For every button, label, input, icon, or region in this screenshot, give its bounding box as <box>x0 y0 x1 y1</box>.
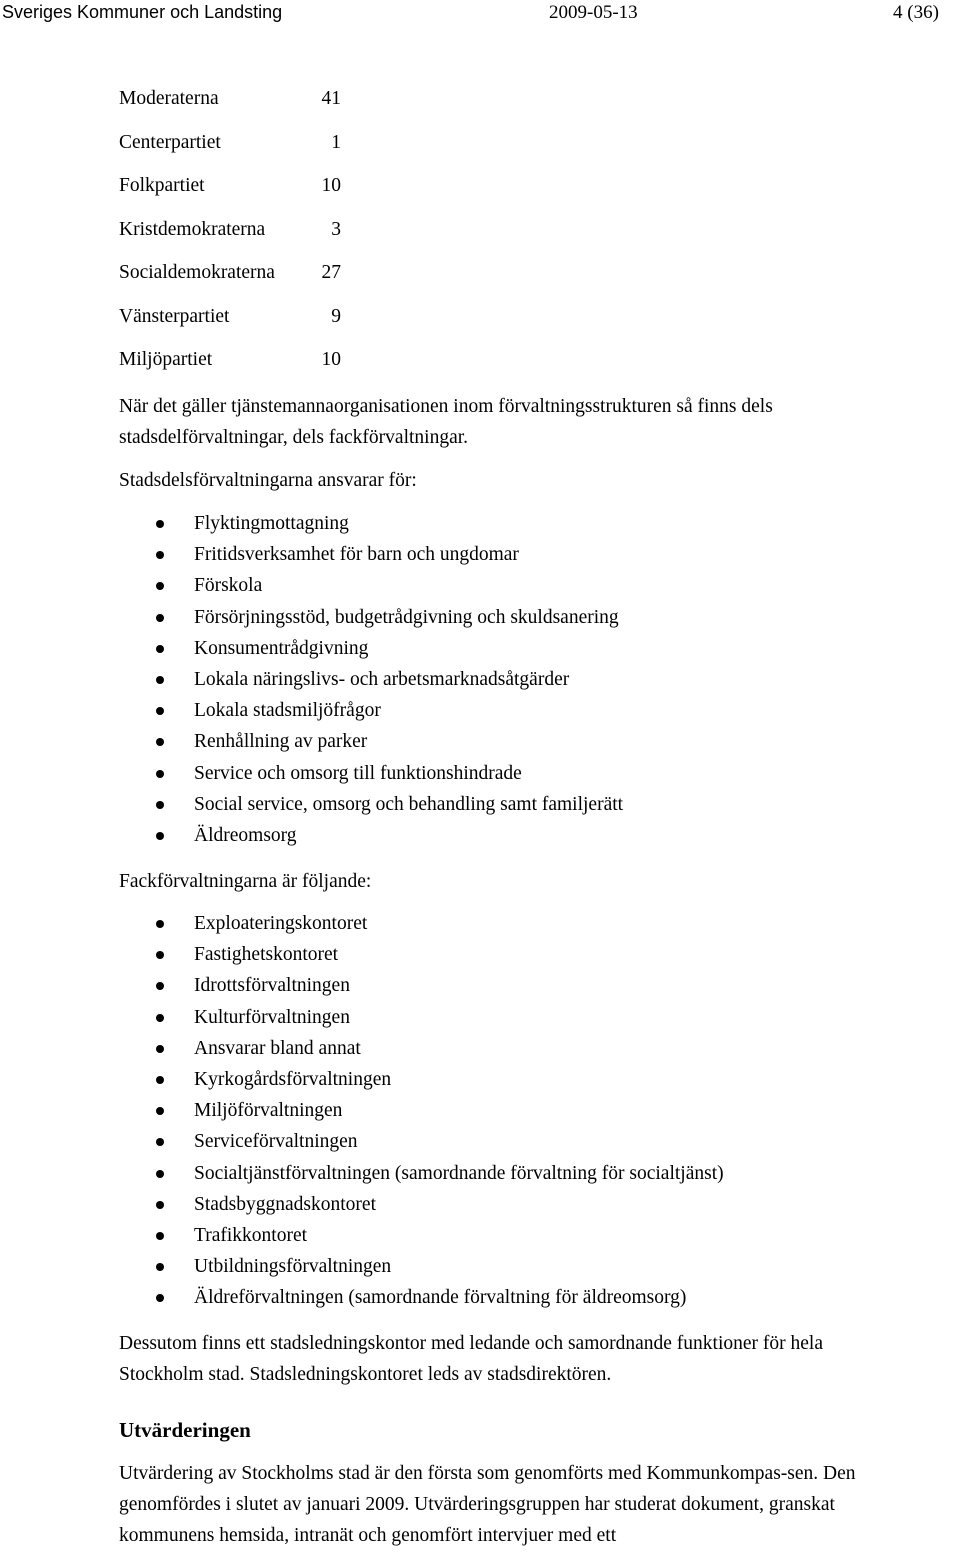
party-row <box>119 132 359 156</box>
list-item <box>119 1158 724 1189</box>
specialist-administration-list <box>119 908 724 1313</box>
list-item <box>119 1282 724 1313</box>
party-row <box>119 306 359 330</box>
list-item <box>119 970 724 1001</box>
list-item-text: Miljöförvaltningen <box>194 1100 343 1122</box>
bullet-icon <box>156 1014 164 1022</box>
bullet-icon <box>156 1170 164 1178</box>
bullet-icon <box>156 770 164 778</box>
closing-paragraph: Dessutom finns ett stadsledningskontor med ledande och samordnande funktioner för hela Stockholm stad. Stadsledningskontoret leds av stadsdirektören. <box>119 1333 823 1385</box>
list-item-text: Kyrkogårdsförvaltningen <box>194 1068 392 1090</box>
district-intro: Stadsdelsförvaltningarna ansvarar för: <box>119 470 417 491</box>
party-row <box>119 349 359 373</box>
list-item-text: Socialtjänstförvaltningen (samordnande förvaltning för socialtjänst) <box>194 1162 724 1184</box>
list-item <box>119 633 623 664</box>
bullet-icon <box>156 801 164 809</box>
list-item-text: Idrottsförvaltningen <box>194 975 350 997</box>
evaluation-paragraph: Utvärdering av Stockholms stad är den första som genomförts med Kommunkompas-sen. Den genomfördes i slutet av januari 2009. Utvärderingsgruppen har studerat dokument, granskat kommunens hemsida, intranät och genomfört intervjuer med ett <box>119 1463 856 1546</box>
list-item-text: Fritidsverksamhet för barn och ungdomar <box>194 544 519 566</box>
bullet-icon <box>156 1232 164 1240</box>
bullet-icon <box>156 520 164 528</box>
list-item <box>119 908 724 939</box>
party-row <box>119 175 359 199</box>
list-item <box>119 570 623 601</box>
list-item <box>119 939 724 970</box>
bullet-icon <box>156 1263 164 1271</box>
bullet-icon <box>156 920 164 928</box>
header-organization: Sveriges Kommuner och Landsting <box>2 2 283 22</box>
list-item <box>119 1064 724 1095</box>
list-item-text: Utbildningsförvaltningen <box>194 1256 392 1278</box>
party-seats: 10 <box>321 175 341 196</box>
list-item-text: Stadsbyggnadskontoret <box>194 1193 376 1215</box>
section-heading: Utvärderingen <box>119 1418 251 1442</box>
list-item-text: Service och omsorg till funktionshindrade <box>194 762 522 784</box>
bullet-icon <box>156 1076 164 1084</box>
party-seats: 1 <box>331 132 341 153</box>
bullet-icon <box>156 1201 164 1209</box>
list-item <box>119 602 623 633</box>
list-item-text: Äldreomsorg <box>194 824 297 846</box>
list-item-text: Fastighetskontoret <box>194 944 339 966</box>
party-row <box>119 262 359 286</box>
header-page-number: 4 (36) <box>893 2 939 23</box>
list-item <box>119 1220 724 1251</box>
bullet-icon <box>156 582 164 590</box>
list-item-text: Flyktingmottagning <box>194 513 349 534</box>
bullet-icon <box>156 551 164 559</box>
list-item-text: Social service, omsorg och behandling samt familjerätt <box>194 793 624 815</box>
list-item <box>119 1095 724 1126</box>
list-item <box>119 726 623 757</box>
party-name: Folkpartiet <box>119 175 205 196</box>
party-row <box>119 219 359 243</box>
list-item <box>119 539 623 570</box>
list-item-text: Lokala stadsmiljöfrågor <box>194 700 381 722</box>
list-item-text: Renhållning av parker <box>194 731 368 753</box>
party-name: Vänsterpartiet <box>119 306 230 327</box>
bullet-icon <box>156 1294 164 1302</box>
bullet-icon <box>156 707 164 715</box>
list-item <box>119 1189 724 1220</box>
list-item-text: Ansvarar bland annat <box>194 1037 361 1059</box>
list-item-text: Förskola <box>194 575 263 597</box>
party-seats: 27 <box>321 262 341 283</box>
bullet-icon <box>156 614 164 622</box>
list-item <box>119 789 623 820</box>
bullet-icon <box>156 738 164 746</box>
bullet-icon <box>156 982 164 990</box>
list-item <box>119 664 623 695</box>
list-item-text: Exploateringskontoret <box>194 913 368 934</box>
list-item <box>119 1126 724 1157</box>
list-item <box>119 1251 724 1282</box>
specialist-intro: Fackförvaltningarna är följande: <box>119 871 372 892</box>
list-item <box>119 695 623 726</box>
header-date: 2009-05-13 <box>549 2 638 23</box>
list-item <box>119 1002 724 1033</box>
party-name: Socialdemokraterna <box>119 262 275 283</box>
list-item-text: Äldreförvaltningen (samordnande förvaltning för äldreomsorg) <box>194 1287 687 1309</box>
list-item-text: Lokala näringslivs- och arbetsmarknadsåtgärder <box>194 668 570 690</box>
bullet-icon <box>156 1138 164 1146</box>
bullet-icon <box>156 832 164 840</box>
page-header <box>0 0 960 26</box>
list-item <box>119 1033 724 1064</box>
party-seats: 10 <box>321 349 341 370</box>
list-item <box>119 508 623 539</box>
party-row <box>119 88 359 112</box>
list-item-text: Försörjningsstöd, budgetrådgivning och skuldsanering <box>194 606 619 628</box>
list-item-text: Trafikkontoret <box>194 1224 308 1246</box>
district-responsibility-list <box>119 508 623 851</box>
bullet-icon <box>156 676 164 684</box>
list-item <box>119 820 623 851</box>
party-seats: 41 <box>321 88 341 109</box>
party-name: Kristdemokraterna <box>119 219 266 240</box>
party-name: Centerpartiet <box>119 132 221 153</box>
list-item <box>119 758 623 789</box>
list-item-text: Kulturförvaltningen <box>194 1006 350 1028</box>
party-name: Moderaterna <box>119 88 219 109</box>
bullet-icon <box>156 1107 164 1115</box>
party-name: Miljöpartiet <box>119 349 213 370</box>
bullet-icon <box>156 1045 164 1053</box>
party-seats: 3 <box>331 219 341 240</box>
bullet-icon <box>156 645 164 653</box>
intro-paragraph: När det gäller tjänstemannaorganisationen inom förvaltningsstrukturen så finns dels stadsdelförvaltningar, dels fackförvaltningar. <box>119 396 773 448</box>
party-seats: 9 <box>331 306 341 327</box>
bullet-icon <box>156 951 164 959</box>
list-item-text: Konsumentrådgivning <box>194 637 369 659</box>
list-item-text: Serviceförvaltningen <box>194 1131 358 1153</box>
